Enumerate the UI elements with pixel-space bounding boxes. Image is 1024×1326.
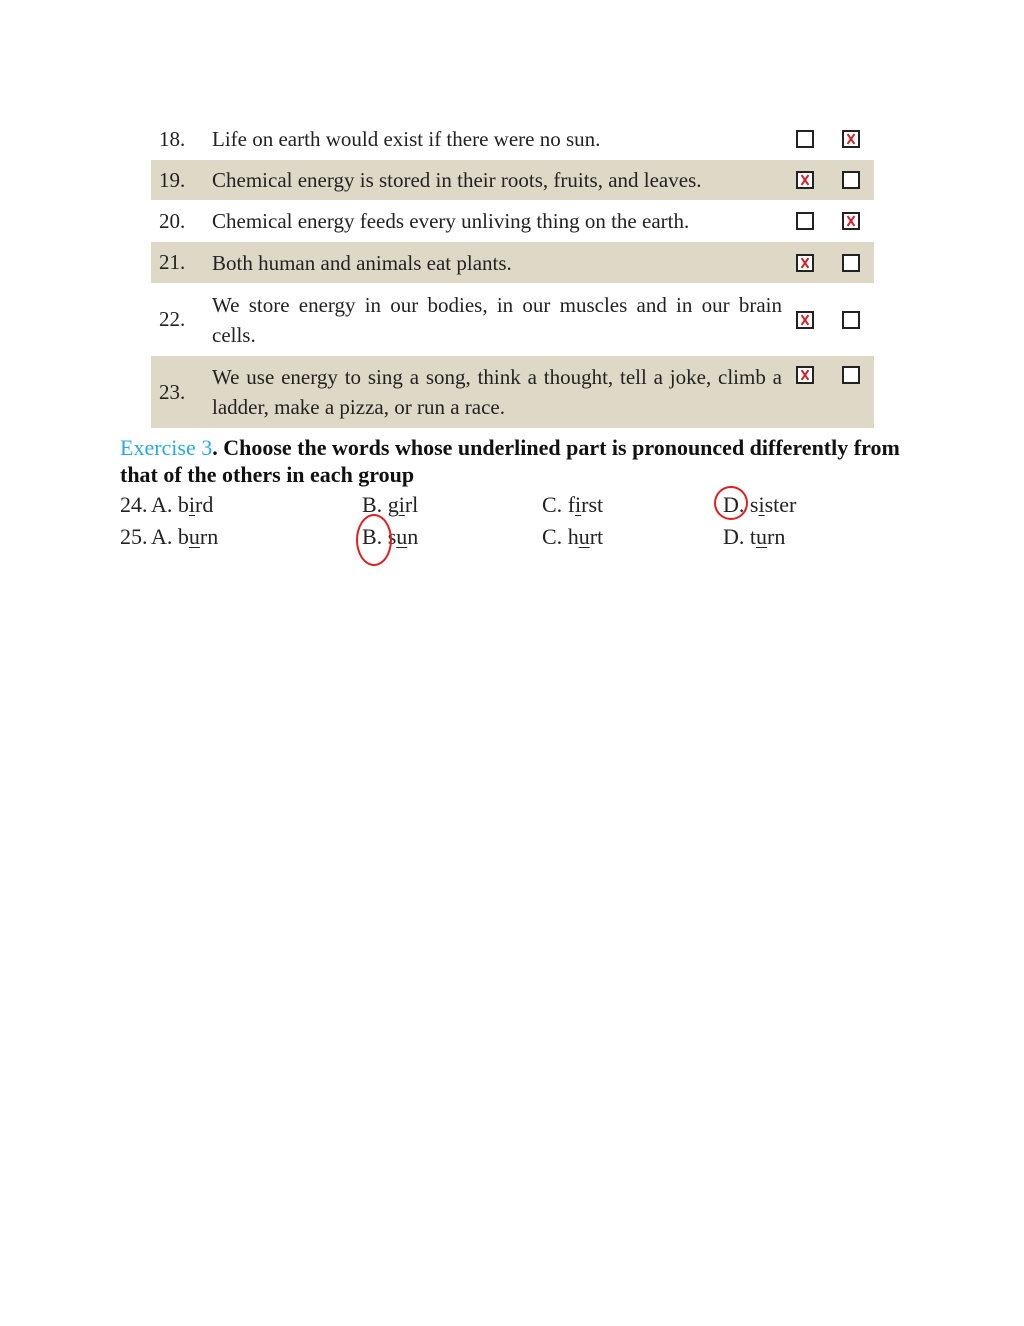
statement-row-19 (151, 160, 874, 200)
statement-number: 23. (159, 379, 186, 404)
statement-number: 21. (159, 250, 186, 274)
true-false-table (151, 118, 874, 428)
exercise-3-heading (120, 434, 910, 488)
true-checkbox[interactable] (796, 130, 814, 148)
false-checkbox[interactable] (842, 212, 860, 230)
statement-row-21 (151, 242, 874, 283)
statement-text: Chemical energy is stored in their roots, fruits, and leaves. (212, 168, 702, 192)
statement-row-20 (151, 200, 874, 242)
exercise-label: Exercise 3 (120, 435, 213, 460)
statement-number: 19. (159, 167, 186, 192)
option-b[interactable]: B. girl (362, 492, 419, 517)
statement-row-22 (151, 283, 874, 356)
option-a[interactable]: A. bird (151, 492, 214, 517)
question-number: 25. (120, 524, 148, 549)
statement-text: We use energy to sing a song, think a thought, tell a joke, climb a ladder, make a pizza, or run a race. (212, 365, 782, 419)
statement-text: Life on earth would exist if there were no sun. (212, 127, 601, 151)
option-d[interactable]: D. sister (723, 492, 797, 517)
true-checkbox[interactable] (796, 366, 814, 384)
statement-number: 22. (159, 307, 186, 331)
statement-text: We store energy in our bodies, in our muscles and in our brain cells. (212, 292, 782, 347)
statement-text: Both human and animals eat plants. (212, 250, 512, 275)
true-checkbox[interactable] (796, 212, 814, 230)
true-checkbox[interactable] (796, 254, 814, 272)
false-checkbox[interactable] (842, 366, 860, 384)
option-c[interactable]: C. first (542, 492, 604, 517)
false-checkbox[interactable] (842, 311, 860, 329)
true-checkbox[interactable] (796, 171, 814, 189)
statement-text: Chemical energy feeds every unliving thing on the earth. (212, 209, 690, 233)
question-25 (120, 524, 920, 554)
statement-number: 18. (159, 126, 186, 151)
false-checkbox[interactable] (842, 171, 860, 189)
answer-circle-mark (356, 514, 392, 566)
false-checkbox[interactable] (842, 130, 860, 148)
option-b[interactable]: B. sun (362, 524, 419, 549)
statement-number: 20. (159, 208, 186, 233)
answer-circle-mark (714, 486, 748, 520)
statement-row-23 (151, 356, 874, 428)
option-c[interactable]: C. hurt (542, 524, 604, 549)
option-a[interactable]: A. burn (151, 524, 219, 549)
option-d[interactable]: D. turn (723, 524, 786, 549)
true-checkbox[interactable] (796, 311, 814, 329)
question-number: 24. (120, 492, 148, 517)
statement-row-18 (151, 118, 874, 160)
exercise-instruction: . Choose the words whose underlined part is pronounced differently from that of the others in each group (120, 435, 900, 487)
false-checkbox[interactable] (842, 254, 860, 272)
question-24 (120, 492, 920, 522)
